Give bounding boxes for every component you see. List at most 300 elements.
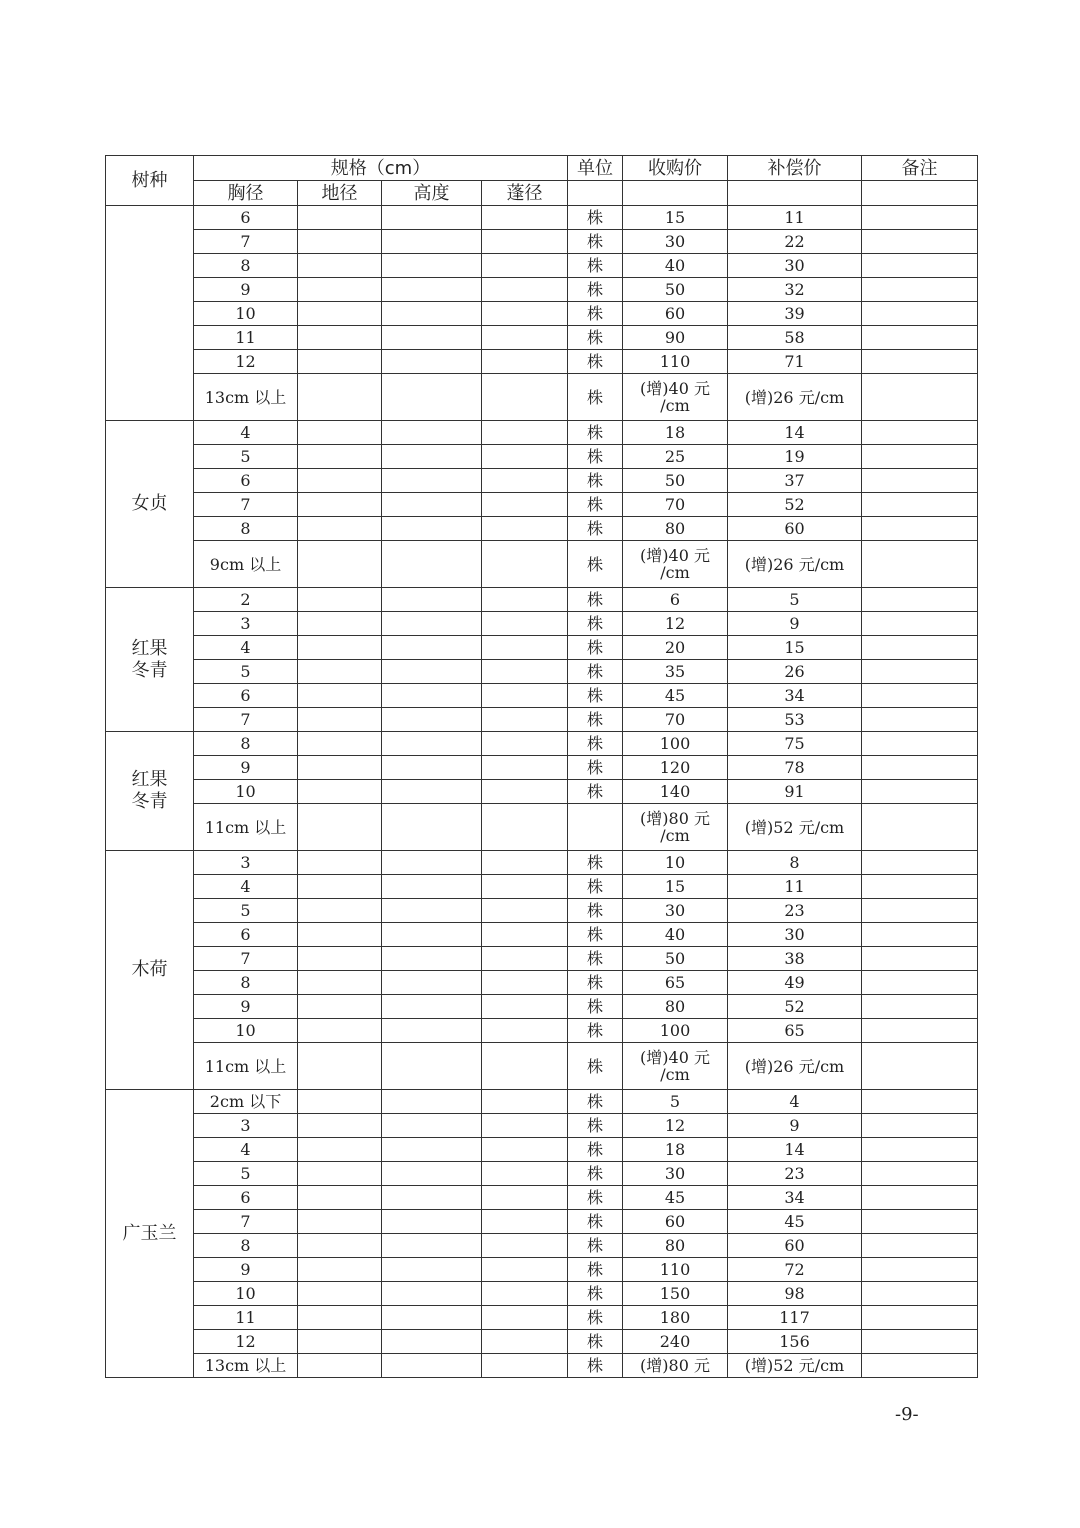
- remark-cell: [862, 1019, 978, 1043]
- height-cell: [382, 517, 482, 541]
- table-row: [106, 517, 978, 541]
- ground-diameter-cell: [298, 350, 382, 374]
- compensation-price-cell: 19: [728, 445, 862, 469]
- ground-diameter-cell: [298, 1114, 382, 1138]
- ground-diameter-cell: [298, 1186, 382, 1210]
- height-cell: [382, 1282, 482, 1306]
- height-cell: [382, 1210, 482, 1234]
- purchase-price-cell: 80: [623, 517, 728, 541]
- purchase-price-cell: 120: [623, 756, 728, 780]
- chest-diameter-cell: 11cm 以上: [194, 804, 298, 851]
- purchase-price-cell: 65: [623, 971, 728, 995]
- crown-diameter-cell: [482, 541, 568, 588]
- chest-diameter-cell: 3: [194, 612, 298, 636]
- unit-cell: 株: [568, 206, 623, 230]
- chest-diameter-cell: 7: [194, 1210, 298, 1234]
- remark-cell: [862, 971, 978, 995]
- height-cell: [382, 469, 482, 493]
- chest-diameter-cell: 9: [194, 995, 298, 1019]
- ground-diameter-cell: [298, 1090, 382, 1114]
- table-row: [106, 1162, 978, 1186]
- crown-diameter-cell: [482, 708, 568, 732]
- table-row: [106, 1186, 978, 1210]
- crown-diameter-cell: [482, 971, 568, 995]
- price-table: [105, 155, 978, 1378]
- purchase-price-cell: (增)80 元 /cm: [623, 804, 728, 851]
- crown-diameter-cell: [482, 1090, 568, 1114]
- ground-diameter-cell: [298, 708, 382, 732]
- ground-diameter-cell: [298, 1019, 382, 1043]
- remark-cell: [862, 374, 978, 421]
- crown-diameter-cell: [482, 732, 568, 756]
- ground-diameter-cell: [298, 1210, 382, 1234]
- height-cell: [382, 588, 482, 612]
- purchase-price-cell: 12: [623, 612, 728, 636]
- compensation-price-cell: (增)26 元/cm: [728, 1043, 862, 1090]
- chest-diameter-cell: 7: [194, 947, 298, 971]
- compensation-price-cell: 11: [728, 875, 862, 899]
- table-row: [106, 1210, 978, 1234]
- ground-diameter-cell: [298, 374, 382, 421]
- remark-cell: [862, 875, 978, 899]
- ground-diameter-cell: [298, 732, 382, 756]
- remark-cell: [862, 708, 978, 732]
- purchase-price-cell: 50: [623, 947, 728, 971]
- table-row: [106, 493, 978, 517]
- header-purchase-price: 收购价: [623, 156, 728, 181]
- crown-diameter-cell: [482, 445, 568, 469]
- remark-cell: [862, 1234, 978, 1258]
- compensation-price-cell: 52: [728, 995, 862, 1019]
- ground-diameter-cell: [298, 971, 382, 995]
- table-row: [106, 636, 978, 660]
- remark-cell: [862, 1114, 978, 1138]
- remark-cell: [862, 493, 978, 517]
- chest-diameter-cell: 4: [194, 875, 298, 899]
- chest-diameter-cell: 5: [194, 660, 298, 684]
- height-cell: [382, 612, 482, 636]
- chest-diameter-cell: 2cm 以下: [194, 1090, 298, 1114]
- compensation-price-cell: 14: [728, 1138, 862, 1162]
- ground-diameter-cell: [298, 326, 382, 350]
- crown-diameter-cell: [482, 1282, 568, 1306]
- table-row: [106, 947, 978, 971]
- ground-diameter-cell: [298, 1306, 382, 1330]
- table-row: [106, 541, 978, 588]
- crown-diameter-cell: [482, 995, 568, 1019]
- height-cell: [382, 1162, 482, 1186]
- height-cell: [382, 421, 482, 445]
- purchase-price-cell: 40: [623, 923, 728, 947]
- crown-diameter-cell: [482, 947, 568, 971]
- purchase-price-cell: 45: [623, 1186, 728, 1210]
- crown-diameter-cell: [482, 230, 568, 254]
- table-row: [106, 756, 978, 780]
- table-row: [106, 230, 978, 254]
- crown-diameter-cell: [482, 588, 568, 612]
- ground-diameter-cell: [298, 780, 382, 804]
- chest-diameter-cell: 2: [194, 588, 298, 612]
- chest-diameter-cell: 13cm 以上: [194, 1354, 298, 1378]
- purchase-price-cell: (增)40 元 /cm: [623, 1043, 728, 1090]
- table-row: [106, 995, 978, 1019]
- purchase-price-cell: 25: [623, 445, 728, 469]
- compensation-price-cell: 45: [728, 1210, 862, 1234]
- unit-cell: 株: [568, 1186, 623, 1210]
- header-unit: 单位: [568, 156, 623, 181]
- compensation-price-cell: 65: [728, 1019, 862, 1043]
- ground-diameter-cell: [298, 469, 382, 493]
- table-row: [106, 469, 978, 493]
- height-cell: [382, 947, 482, 971]
- purchase-price-cell: 15: [623, 875, 728, 899]
- unit-cell: 株: [568, 660, 623, 684]
- remark-cell: [862, 995, 978, 1019]
- remark-cell: [862, 541, 978, 588]
- unit-cell: 株: [568, 899, 623, 923]
- chest-diameter-cell: 11: [194, 1306, 298, 1330]
- chest-diameter-cell: 3: [194, 851, 298, 875]
- unit-cell: 株: [568, 732, 623, 756]
- crown-diameter-cell: [482, 875, 568, 899]
- crown-diameter-cell: [482, 804, 568, 851]
- table-row: [106, 684, 978, 708]
- remark-cell: [862, 1210, 978, 1234]
- remark-cell: [862, 851, 978, 875]
- unit-cell: 株: [568, 612, 623, 636]
- purchase-price-cell: 15: [623, 206, 728, 230]
- ground-diameter-cell: [298, 1330, 382, 1354]
- height-cell: [382, 804, 482, 851]
- compensation-price-cell: 60: [728, 1234, 862, 1258]
- ground-diameter-cell: [298, 612, 382, 636]
- crown-diameter-cell: [482, 374, 568, 421]
- unit-cell: 株: [568, 1043, 623, 1090]
- chest-diameter-cell: 8: [194, 732, 298, 756]
- compensation-price-cell: (增)52 元/cm: [728, 804, 862, 851]
- ground-diameter-cell: [298, 278, 382, 302]
- header-spec: 规格（cm）: [194, 156, 568, 181]
- table-row: [106, 1043, 978, 1090]
- unit-cell: 株: [568, 350, 623, 374]
- chest-diameter-cell: 9cm 以上: [194, 541, 298, 588]
- compensation-price-cell: 34: [728, 1186, 862, 1210]
- height-cell: [382, 636, 482, 660]
- crown-diameter-cell: [482, 684, 568, 708]
- compensation-price-cell: (增)26 元/cm: [728, 374, 862, 421]
- height-cell: [382, 660, 482, 684]
- remark-cell: [862, 947, 978, 971]
- table-row: [106, 1234, 978, 1258]
- purchase-price-cell: 30: [623, 230, 728, 254]
- species-cell: [106, 206, 194, 421]
- height-cell: [382, 374, 482, 421]
- crown-diameter-cell: [482, 756, 568, 780]
- ground-diameter-cell: [298, 660, 382, 684]
- crown-diameter-cell: [482, 1234, 568, 1258]
- header-height: 高度: [382, 181, 482, 206]
- chest-diameter-cell: 11cm 以上: [194, 1043, 298, 1090]
- height-cell: [382, 278, 482, 302]
- compensation-price-cell: 117: [728, 1306, 862, 1330]
- unit-cell: 株: [568, 421, 623, 445]
- remark-cell: [862, 1306, 978, 1330]
- height-cell: [382, 230, 482, 254]
- chest-diameter-cell: 9: [194, 1258, 298, 1282]
- remark-cell: [862, 588, 978, 612]
- table-row: [106, 326, 978, 350]
- table-row: [106, 302, 978, 326]
- crown-diameter-cell: [482, 302, 568, 326]
- unit-cell: 株: [568, 493, 623, 517]
- remark-cell: [862, 923, 978, 947]
- purchase-price-cell: 110: [623, 350, 728, 374]
- unit-cell: 株: [568, 947, 623, 971]
- unit-cell: 株: [568, 326, 623, 350]
- header-purchase-blank: [623, 181, 728, 206]
- compensation-price-cell: 38: [728, 947, 862, 971]
- height-cell: [382, 971, 482, 995]
- crown-diameter-cell: [482, 1114, 568, 1138]
- table-row: [106, 1090, 978, 1114]
- unit-cell: 株: [568, 875, 623, 899]
- unit-cell: 株: [568, 971, 623, 995]
- crown-diameter-cell: [482, 326, 568, 350]
- crown-diameter-cell: [482, 899, 568, 923]
- crown-diameter-cell: [482, 1162, 568, 1186]
- crown-diameter-cell: [482, 636, 568, 660]
- unit-cell: 株: [568, 588, 623, 612]
- ground-diameter-cell: [298, 1043, 382, 1090]
- purchase-price-cell: 60: [623, 302, 728, 326]
- chest-diameter-cell: 8: [194, 971, 298, 995]
- height-cell: [382, 684, 482, 708]
- crown-diameter-cell: [482, 923, 568, 947]
- header-compensation-blank: [728, 181, 862, 206]
- purchase-price-cell: 20: [623, 636, 728, 660]
- unit-cell: 株: [568, 636, 623, 660]
- crown-diameter-cell: [482, 278, 568, 302]
- chest-diameter-cell: 10: [194, 1282, 298, 1306]
- remark-cell: [862, 445, 978, 469]
- chest-diameter-cell: 6: [194, 206, 298, 230]
- remark-cell: [862, 1043, 978, 1090]
- ground-diameter-cell: [298, 493, 382, 517]
- chest-diameter-cell: 8: [194, 1234, 298, 1258]
- compensation-price-cell: 49: [728, 971, 862, 995]
- compensation-price-cell: 58: [728, 326, 862, 350]
- table-row: [106, 1330, 978, 1354]
- remark-cell: [862, 206, 978, 230]
- table-row: [106, 350, 978, 374]
- compensation-price-cell: 30: [728, 923, 862, 947]
- unit-cell: 株: [568, 708, 623, 732]
- table-row: [106, 1354, 978, 1378]
- remark-cell: [862, 421, 978, 445]
- compensation-price-cell: 71: [728, 350, 862, 374]
- remark-cell: [862, 804, 978, 851]
- compensation-price-cell: 23: [728, 1162, 862, 1186]
- compensation-price-cell: (增)52 元/cm: [728, 1354, 862, 1378]
- compensation-price-cell: 75: [728, 732, 862, 756]
- table-row: [106, 254, 978, 278]
- table-row: [106, 374, 978, 421]
- table-row: [106, 1258, 978, 1282]
- table-row: [106, 612, 978, 636]
- compensation-price-cell: 15: [728, 636, 862, 660]
- remark-cell: [862, 254, 978, 278]
- purchase-price-cell: 5: [623, 1090, 728, 1114]
- purchase-price-cell: 180: [623, 1306, 728, 1330]
- crown-diameter-cell: [482, 780, 568, 804]
- crown-diameter-cell: [482, 1354, 568, 1378]
- header-remark-blank: [862, 181, 978, 206]
- ground-diameter-cell: [298, 1282, 382, 1306]
- remark-cell: [862, 660, 978, 684]
- table-row: [106, 923, 978, 947]
- crown-diameter-cell: [482, 1210, 568, 1234]
- crown-diameter-cell: [482, 1258, 568, 1282]
- remark-cell: [862, 684, 978, 708]
- crown-diameter-cell: [482, 493, 568, 517]
- unit-cell: 株: [568, 1258, 623, 1282]
- purchase-price-cell: 70: [623, 493, 728, 517]
- unit-cell: 株: [568, 1330, 623, 1354]
- purchase-price-cell: 140: [623, 780, 728, 804]
- table-row: [106, 780, 978, 804]
- crown-diameter-cell: [482, 1138, 568, 1162]
- compensation-price-cell: 60: [728, 517, 862, 541]
- crown-diameter-cell: [482, 421, 568, 445]
- table-row: [106, 1138, 978, 1162]
- purchase-price-cell: 50: [623, 469, 728, 493]
- chest-diameter-cell: 10: [194, 1019, 298, 1043]
- table-row: [106, 1306, 978, 1330]
- purchase-price-cell: 40: [623, 254, 728, 278]
- ground-diameter-cell: [298, 947, 382, 971]
- purchase-price-cell: 50: [623, 278, 728, 302]
- chest-diameter-cell: 10: [194, 302, 298, 326]
- compensation-price-cell: 5: [728, 588, 862, 612]
- remark-cell: [862, 756, 978, 780]
- species-cell: 女贞: [106, 421, 194, 588]
- purchase-price-cell: 10: [623, 851, 728, 875]
- ground-diameter-cell: [298, 206, 382, 230]
- unit-cell: 株: [568, 995, 623, 1019]
- compensation-price-cell: 22: [728, 230, 862, 254]
- compensation-price-cell: 32: [728, 278, 862, 302]
- crown-diameter-cell: [482, 660, 568, 684]
- crown-diameter-cell: [482, 254, 568, 278]
- ground-diameter-cell: [298, 445, 382, 469]
- unit-cell: 株: [568, 1234, 623, 1258]
- header-crown-diameter: 蓬径: [482, 181, 568, 206]
- height-cell: [382, 1019, 482, 1043]
- unit-cell: [568, 804, 623, 851]
- ground-diameter-cell: [298, 851, 382, 875]
- ground-diameter-cell: [298, 517, 382, 541]
- purchase-price-cell: 60: [623, 1210, 728, 1234]
- ground-diameter-cell: [298, 636, 382, 660]
- purchase-price-cell: (增)80 元: [623, 1354, 728, 1378]
- crown-diameter-cell: [482, 517, 568, 541]
- chest-diameter-cell: 12: [194, 350, 298, 374]
- compensation-price-cell: 53: [728, 708, 862, 732]
- chest-diameter-cell: 6: [194, 1186, 298, 1210]
- height-cell: [382, 1090, 482, 1114]
- remark-cell: [862, 1090, 978, 1114]
- unit-cell: 株: [568, 1114, 623, 1138]
- height-cell: [382, 493, 482, 517]
- table-body: [106, 206, 978, 1378]
- purchase-price-cell: 35: [623, 660, 728, 684]
- compensation-price-cell: 39: [728, 302, 862, 326]
- purchase-price-cell: 150: [623, 1282, 728, 1306]
- header-compensation-price: 补偿价: [728, 156, 862, 181]
- crown-diameter-cell: [482, 1019, 568, 1043]
- header-unit-blank: [568, 181, 623, 206]
- purchase-price-cell: 30: [623, 1162, 728, 1186]
- height-cell: [382, 1234, 482, 1258]
- purchase-price-cell: 70: [623, 708, 728, 732]
- unit-cell: 株: [568, 1210, 623, 1234]
- table-row: [106, 899, 978, 923]
- chest-diameter-cell: 5: [194, 445, 298, 469]
- chest-diameter-cell: 8: [194, 517, 298, 541]
- compensation-price-cell: 98: [728, 1282, 862, 1306]
- height-cell: [382, 350, 482, 374]
- chest-diameter-cell: 4: [194, 421, 298, 445]
- remark-cell: [862, 636, 978, 660]
- height-cell: [382, 708, 482, 732]
- unit-cell: 株: [568, 1354, 623, 1378]
- purchase-price-cell: 30: [623, 899, 728, 923]
- height-cell: [382, 1258, 482, 1282]
- chest-diameter-cell: 10: [194, 780, 298, 804]
- compensation-price-cell: 37: [728, 469, 862, 493]
- compensation-price-cell: 8: [728, 851, 862, 875]
- unit-cell: 株: [568, 445, 623, 469]
- unit-cell: 株: [568, 684, 623, 708]
- remark-cell: [862, 302, 978, 326]
- table-row: [106, 445, 978, 469]
- height-cell: [382, 445, 482, 469]
- compensation-price-cell: 11: [728, 206, 862, 230]
- species-cell: 广玉兰: [106, 1090, 194, 1378]
- chest-diameter-cell: 12: [194, 1330, 298, 1354]
- table-row: [106, 804, 978, 851]
- height-cell: [382, 995, 482, 1019]
- purchase-price-cell: 80: [623, 1234, 728, 1258]
- crown-diameter-cell: [482, 350, 568, 374]
- remark-cell: [862, 612, 978, 636]
- height-cell: [382, 326, 482, 350]
- compensation-price-cell: 72: [728, 1258, 862, 1282]
- unit-cell: 株: [568, 780, 623, 804]
- ground-diameter-cell: [298, 302, 382, 326]
- compensation-price-cell: 23: [728, 899, 862, 923]
- height-cell: [382, 254, 482, 278]
- table-row: [106, 1282, 978, 1306]
- height-cell: [382, 1354, 482, 1378]
- unit-cell: 株: [568, 1138, 623, 1162]
- table-row: [106, 1114, 978, 1138]
- remark-cell: [862, 1138, 978, 1162]
- chest-diameter-cell: 5: [194, 899, 298, 923]
- table-row: [106, 971, 978, 995]
- table-row: [106, 1019, 978, 1043]
- height-cell: [382, 1186, 482, 1210]
